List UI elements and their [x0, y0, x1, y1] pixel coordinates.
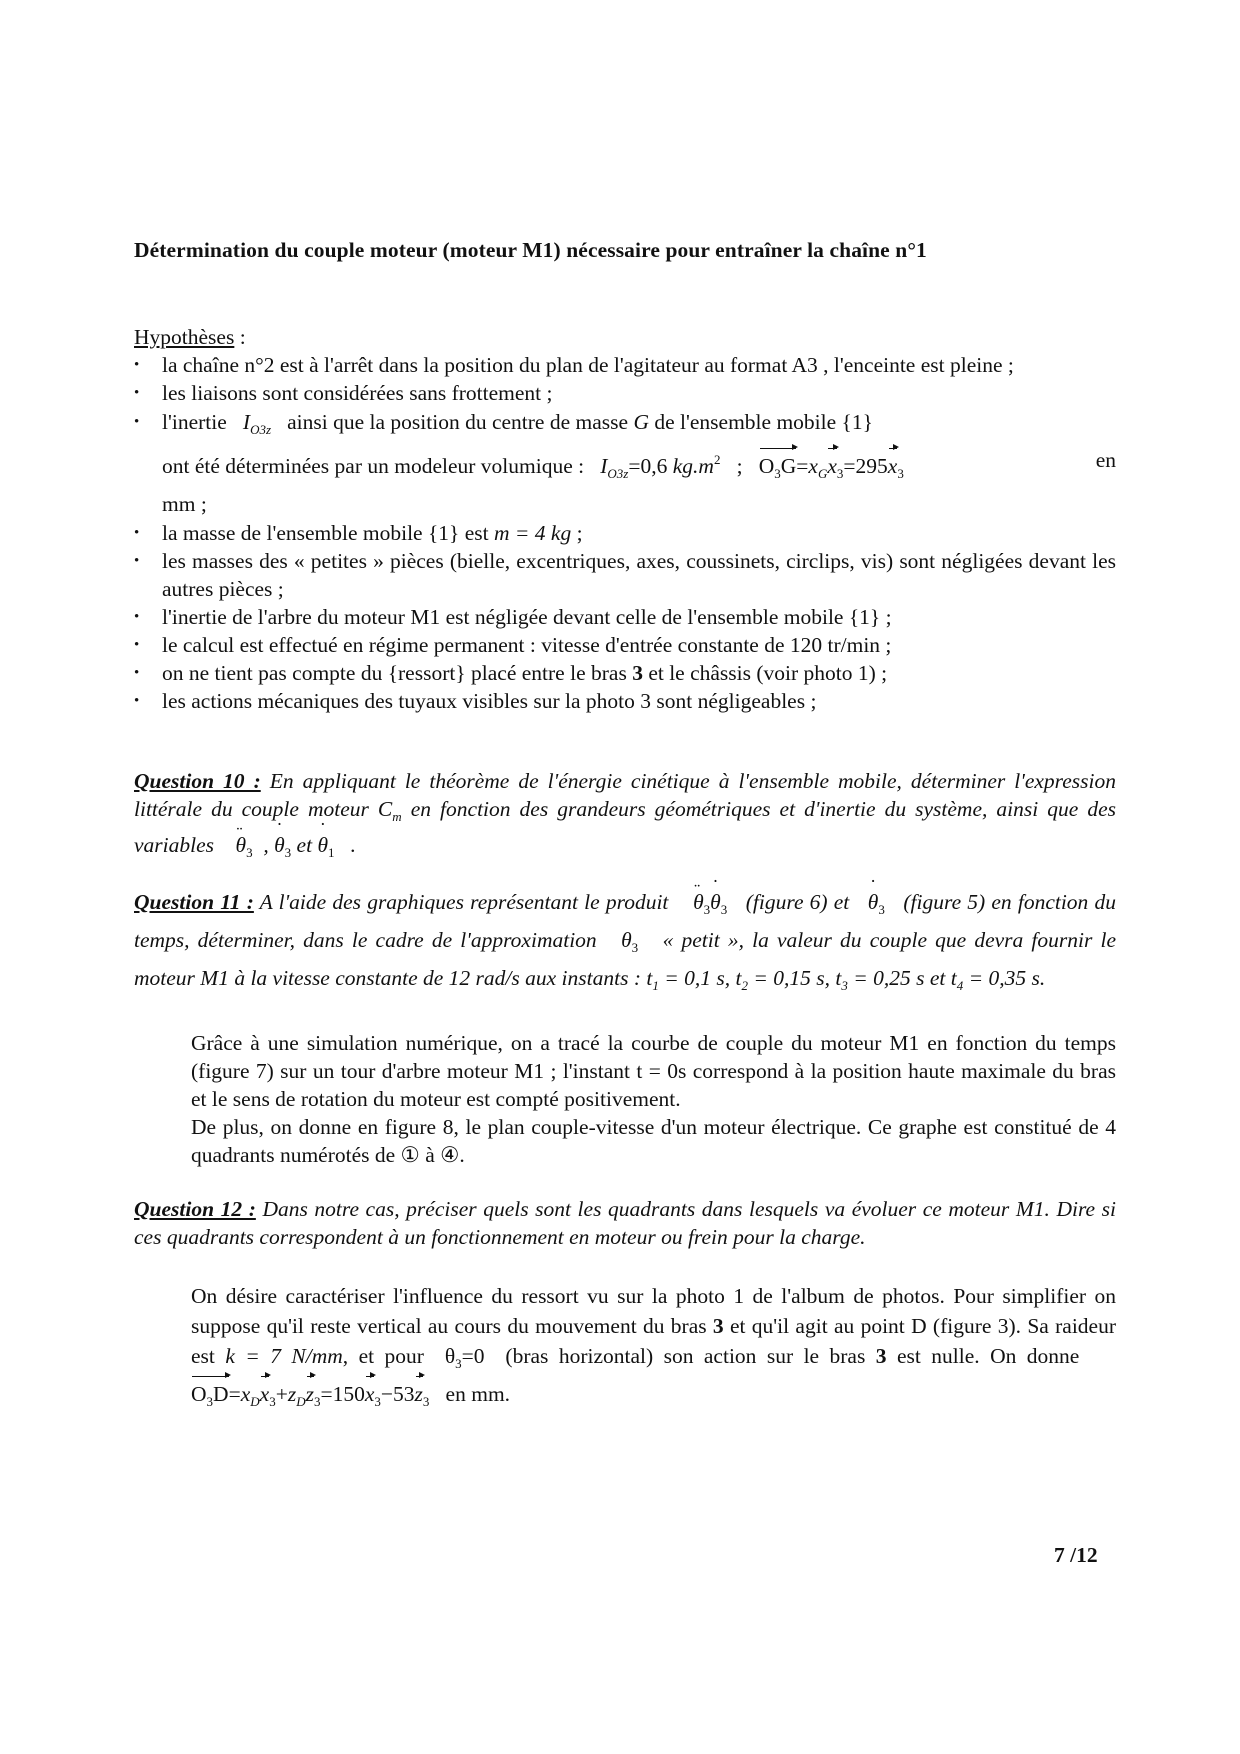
list-item: • la masse de l'ensemble mobile {1} est m = 4 kg ; [134, 519, 1116, 547]
hypotheses-list [134, 351, 1116, 715]
question-12: Question 12 : Dans notre cas, préciser quels sont les quadrants dans lesquels va évoluer ce moteur M1. Dire si ces quadrants correspondent à un fonctionnement en moteur ou frein pour la charge. [134, 1197, 1117, 1249]
list-item: • les liaisons sont considérées sans frottement ; [134, 379, 1116, 407]
list-item: • la chaîne n°2 est à l'arrêt dans la position du plan de l'agitateur au format A3 , l'enceinte est pleine ; [134, 351, 1116, 379]
question-12-label: Question 12 : [134, 1197, 256, 1221]
question-11: Question 11 : A l'aide des graphiques représentant le produit ¨ $\theta_3˙$ $\theta_3$ (figure 6) et ˙ $\theta_3$ (figure 5) en fonction du temps, déterminer, dans le cadre de l'approximation $\theta_3$ « petit », la valeur du couple que devra fournir le moteur M1 à la vitesse constante de 12 rad/s aux instants : $t_1 = 0,1$ s, $t_2 = 0,15$ s, $t_3 = 0,25$ s et $t_4 = 0,35$ s. [134, 887, 1116, 1001]
list-item: • le calcul est effectué en régime permanent : vitesse d'entrée constante de 120 tr/min ; [134, 631, 1116, 659]
paragraph-quadrants: De plus, on donne en figure 8, le plan couple-vitesse d'un moteur électrique. Ce graphe est constitué de 4 quadrants numérotés de ① à ④. [191, 1115, 1116, 1167]
paragraph-simulation: Grâce à une simulation numérique, on a tracé la courbe de couple du moteur M1 en fonction du temps (figure 7) sur un tour d'arbre moteur M1 ; l'instant t = 0s correspond à la position haute maximale du bras et le sens de rotation du moteur est compté positivement. [191, 1031, 1116, 1111]
question-11-label: Question 11 : [134, 890, 254, 914]
list-item: • l'inertie de l'arbre du moteur M1 est négligée devant celle de l'ensemble mobile {1} ; [134, 603, 1116, 631]
question-10: Question 10 : En appliquant le théorème de l'énergie cinétique à l'ensemble mobile, déterminer l'expression littérale du couple moteur $C_m$ en fonction des grandeurs géométriques et d'inertie du système, ainsi que des variables ¨ $\theta_3$ , ˙ $\theta_3$ et ˙ $\theta_1$ . [134, 767, 1116, 867]
list-item: • l'inertie $I_{O3z}$ ainsi que la position du centre de masse G de l'ensemble mobile {1} ont été déterminées par un modeleur volumique : $I_{O3z}=0,6$ $kg.m^2$ ; $O_3G=x_Gx_3=295x_3$ en mm ; [134, 407, 1116, 519]
hypotheses-heading: Hypothèses : [134, 325, 246, 349]
paragraph-spring: On désire caractériser l'influence du ressort vu sur la photo 1 de l'album de photos. Pour simplifier on suppose qu'il reste vertical au cours du mouvement du bras 3 et qu'il agit au point D (figure 3). Sa raideur est k = 7 N/mm, et pour $\theta_3=0$ (bras horizontal) son action sur le bras 3 est nulle. On donne $O_3D=x_Dx_3+z_Dz_3=150x_3-53z_3$ en mm. [191, 1281, 1116, 1417]
list-item: • on ne tient pas compte du {ressort} placé entre le bras 3 et le châssis (voir photo 1) ; [134, 659, 1116, 687]
list-item: • les actions mécaniques des tuyaux visibles sur la photo 3 sont négligeables ; [134, 687, 1116, 715]
od-vector-equation: $O_3D=x_Dx_3+z_Dz_3=150x_3-53z_3$ [191, 1382, 429, 1406]
page-number: 7 /12 [1054, 1543, 1098, 1567]
og-vector-equation: $O_3G=x_Gx_3=295x_3$ [759, 454, 904, 478]
section-heading: Détermination du couple moteur (moteur M1) nécessaire pour entraîner la chaîne n°1 [134, 238, 927, 262]
question-10-label: Question 10 : [134, 769, 261, 793]
list-item: • les masses des « petites » pièces (bielle, excentriques, axes, coussinets, circlips, vis) sont négligées devant les autres pièces ; [134, 547, 1116, 603]
hypotheses-label: Hypothèses [134, 325, 235, 349]
